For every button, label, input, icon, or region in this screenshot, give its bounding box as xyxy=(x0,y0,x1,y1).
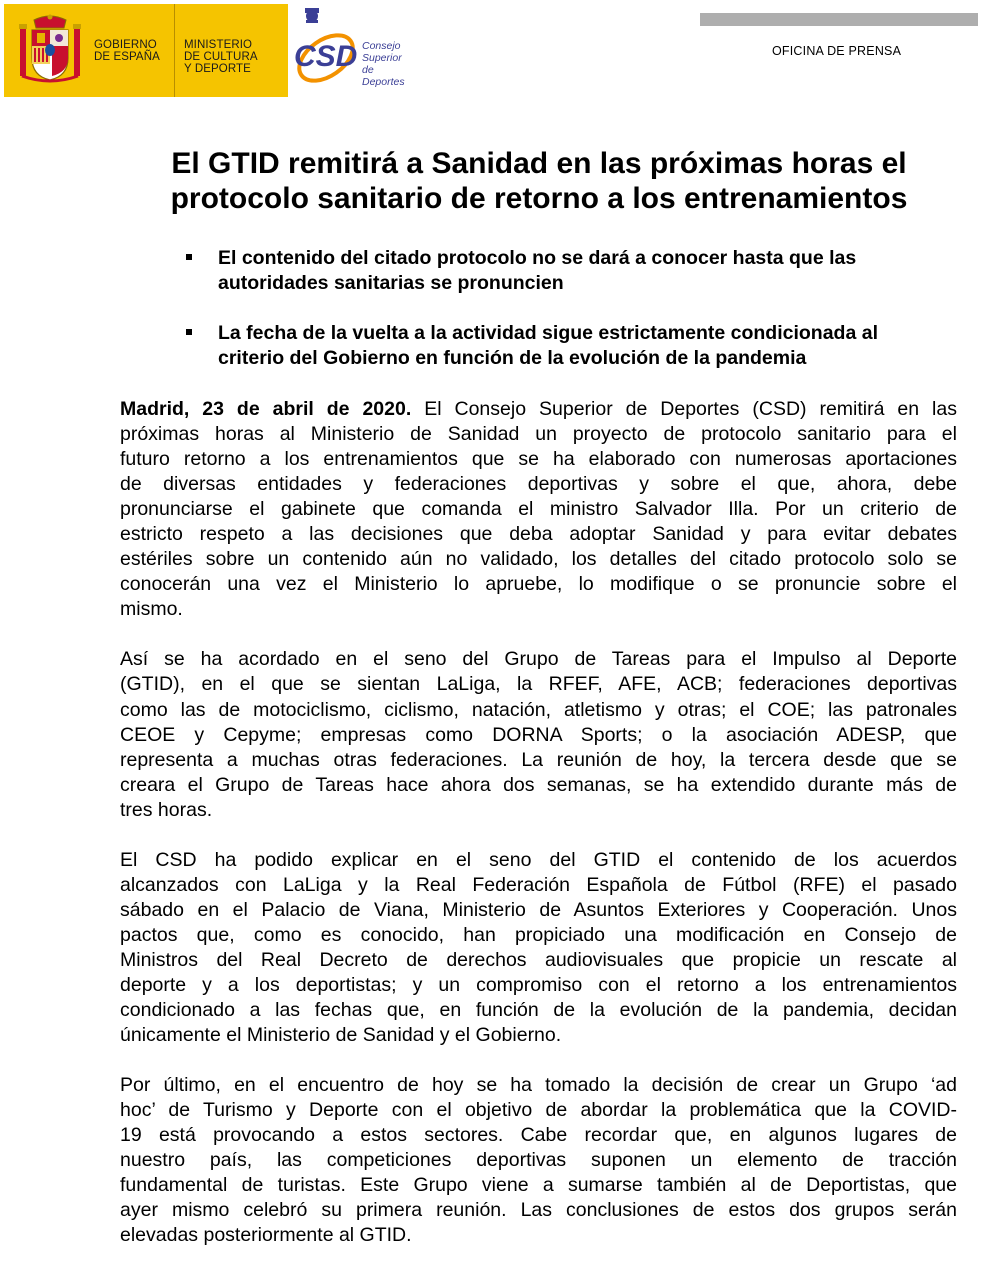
paragraph-3: El CSD ha podido explicar en el seno del GTID el contenido de los acuerdos alcanzados con LaLiga y la Real Federación Española de Fútbol (RFE) el pasado sábado en el Palacio de Viana, Ministerio de Asuntos Exteriores y Cooperación. Unos pactos que, como es conocido, han propiciado una modificación en Consejo de Ministros del Real Decreto de derechos audiovisuales que propicie un rescate al deporte y a los deportistas; y un compromiso con el retorno a los entrenamientos condicionado a las fechas que, en función de la evolución de la pandemia, decidan únicamente el Ministerio de Sanidad y el Gobierno. xyxy=(120,848,957,1047)
government-logo-block xyxy=(4,4,288,97)
csd-logo-text: CSD xyxy=(294,40,358,73)
press-office-bar xyxy=(700,13,978,26)
csd-logo xyxy=(292,4,412,94)
press-office-label: OFICINA DE PRENSA xyxy=(772,44,902,58)
ministry-name: MINISTERIO DE CULTURA Y DEPORTE xyxy=(184,39,258,75)
highlight-item: La fecha de la vuelta a la actividad sigue estrictamente condicionada al criterio del Gobierno en función de la evolución de la pandemia xyxy=(186,321,946,371)
dateline: Madrid, 23 de abril de 2020. xyxy=(120,398,412,420)
coat-of-arms-icon xyxy=(18,14,82,86)
logo-divider xyxy=(174,4,175,97)
highlight-item: El contenido del citado protocolo no se dará a conocer hasta que las autoridades sanitarias se pronuncien xyxy=(186,246,946,296)
highlights-list xyxy=(186,246,946,396)
csd-name: Consejo Superior de Deportes xyxy=(362,40,405,88)
paragraph-2: Así se ha acordado en el seno del Grupo de Tareas para el Impulso al Deporte (GTID), en el que se sientan LaLiga, la RFEF, AFE, ACB; federaciones deportivas como las de motociclismo, ciclismo, natación, atletismo y otras; el COE; las patronales CEOE y Cepyme; empresas como DORNA Sports; o la asociación ADESP, que representa a muchas otras federaciones. La reunión de hoy, la tercera desde que se creara el Grupo de Tareas hace ahora dos semanas, se ha extendido durante más de tres horas. xyxy=(120,648,957,821)
paragraph-4: Por último, en el encuentro de hoy se ha tomado la decisión de crear un Grupo ‘ad hoc’ de Turismo y Deporte con el objetivo de abordar la problemática que la COVID- 19 está provocando a estos sectores. Cabe recordar que, en algunos lugares de nuestro país, las competiciones deportivas suponen un elemento de tracción fundamental de turistas. Este Grupo viene a sumarse también al de Deportistas, que ayer mismo celebró su primera reunión. Las conclusiones de estos dos grupos serán elevadas posteriormente al GTID. xyxy=(120,1074,957,1247)
page-title: El GTID remitirá a Sanidad en las próximas horas el protocolo sanitario de retorno a los entrenamientos xyxy=(170,147,908,215)
bullet-square-icon xyxy=(186,254,192,260)
bullet-square-icon xyxy=(186,329,192,335)
article-body xyxy=(120,397,957,1273)
government-name: GOBIERNO DE ESPAÑA xyxy=(94,39,160,63)
paragraph-1: Madrid, 23 de abril de 2020. El Consejo Superior de Deportes (CSD) remitirá en las próximas horas al Ministerio de Sanidad un proyecto de protocolo sanitario para el futuro retorno a los entrenamientos que se ha elaborado con numerosas aportaciones de diversas entidades y federaciones deportivas y sobre el que, ahora, debe pronunciarse el gabinete que comanda el ministro Salvador Illa. Por un criterio de estricto respeto a las decisiones que deba adoptar Sanidad y para evitar debates estériles sobre un contenido aún no validado, los detalles del citado protocolo solo se conocerán una vez el Ministerio lo apruebe, lo modifique o se pronuncie sobre el mismo. xyxy=(120,398,957,621)
